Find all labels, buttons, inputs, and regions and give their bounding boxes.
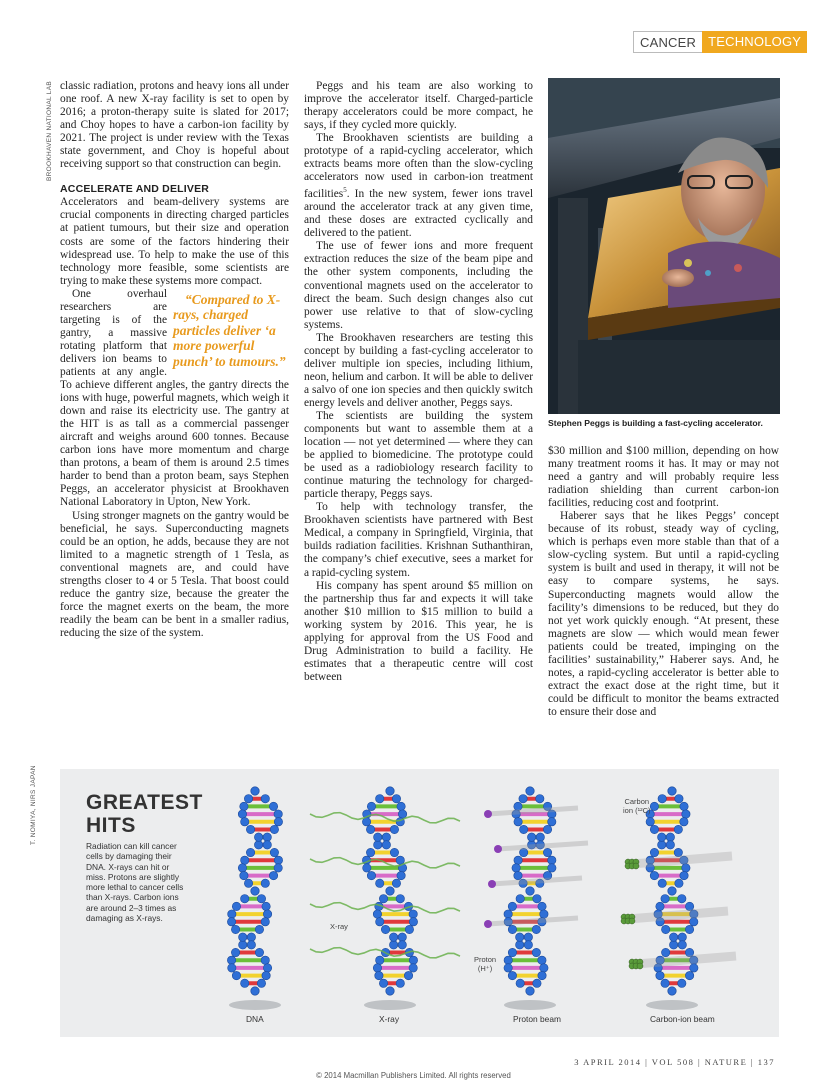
dna-backbone-bead <box>392 879 400 887</box>
column-1 <box>60 80 289 640</box>
dna-backbone-bead <box>261 879 269 887</box>
dna-backbone-bead <box>239 941 247 949</box>
dna-backbone-bead <box>251 987 259 995</box>
copyright-line: © 2014 Macmillan Publishers Limited. All rights reserved <box>316 1071 511 1080</box>
proton-label-line-2: (H⁺) <box>477 964 493 973</box>
dna-backbone-bead <box>524 941 532 949</box>
dna-backbone-bead <box>379 894 387 902</box>
dna-backbone-bead <box>666 841 674 849</box>
dna-backbone-bead <box>678 941 686 949</box>
dna-backbone-bead <box>514 856 522 864</box>
dna-backbone-bead <box>543 848 551 856</box>
panel-label-proton: Proton beam <box>513 1014 561 1024</box>
dna-backbone-bead <box>246 848 254 856</box>
dna-backbone-bead <box>274 818 282 826</box>
dna-backbone-bead <box>519 825 527 833</box>
dna-backbone-bead <box>239 933 247 941</box>
col2-para-2 <box>304 132 533 240</box>
dna-backbone-bead <box>376 956 384 964</box>
dna-backbone-bead <box>656 971 664 979</box>
peggs-photo <box>548 78 780 414</box>
dna-backbone-bead <box>269 871 277 879</box>
col1-para-3-text: One overhaul researchers are targeting is of the gantry, a massive rotating platform that delivers ion beams to patients at any angle. To achieve different angles, the gantry directs the ions with huge, powerful magnets, which weigh it down and raise its electricity use. The gantry at the HIT is as tall as a commercial passenger aircraft and weighs around 600 tonnes. Because carbon ions have more momentum and charge than protons, a beam of them is around 2.5 times harder to bend than a proton beam, says Stephen Peggs, an accelerator physicist at Brookhaven National Laboratory in Upton, New York. <box>60 287 289 509</box>
dna-backbone-bead <box>675 794 683 802</box>
dna-backbone-bead <box>538 971 546 979</box>
dna-backbone-bead <box>504 956 512 964</box>
dna-backbone-bead <box>526 887 534 895</box>
dna-backbone-bead <box>666 833 674 841</box>
dna-backbone-bead <box>532 925 540 933</box>
dna-backbone-bead <box>409 964 417 972</box>
helix-shadow <box>229 1000 281 1010</box>
dna-backbone-bead <box>386 887 394 895</box>
dna-backbone-bead <box>538 956 546 964</box>
dna-backbone-bead <box>390 825 398 833</box>
dna-backbone-bead <box>398 941 406 949</box>
dna-backbone-bead <box>262 902 270 910</box>
dna-backbone-bead <box>516 933 524 941</box>
dna-backbone-bead <box>382 841 390 849</box>
proton-trail <box>492 878 582 884</box>
col2-para-1: Peggs and his team are also working to improve the accelerator itself. Charged-particle therapy accelerators could be more compact, he says, if they cycled more quickly. <box>304 80 533 132</box>
dna-backbone-bead <box>255 948 263 956</box>
dna-backbone-bead <box>656 902 664 910</box>
dna-backbone-bead <box>526 987 534 995</box>
dna-backbone-bead <box>238 810 246 818</box>
col3-para-2: Haberer says that he likes Peggs’ concept because of its robust, steady way of cycling, which is perhaps even more stable than that of a slow-cycling system. But until a rapid-cycling system is built and used in therapy, it will not be easy to compare systems, he says. Superconducting magnets would allow the facility’s dimensions to be reduced, but they do not yet work quickly enough. “At present, these magnets are slow — which would mean fewer patients could be treated, impinging on the facilities’ sustainability,” Haberer says. And, he notes, a rapid-cycling accelerator is better able to extract the exact dose at the right time, but it could be difficult to monitor the beams extracted to ensure their dose and <box>548 510 779 718</box>
col3-para-1: $30 million and $100 million, depending on how many treatment rooms it has. It may or may not need a gantry and will probably require less radiation shielding than current carbon-ion facilities, reducing cost and footprint. <box>548 445 779 510</box>
carbon-trail <box>636 956 736 964</box>
dna-backbone-bead <box>516 979 524 987</box>
dna-backbone-bead <box>650 871 658 879</box>
dna-backbone-bead <box>396 894 404 902</box>
dna-illustration <box>60 769 779 1037</box>
dna-backbone-bead <box>262 971 270 979</box>
dna-backbone-bead <box>512 864 520 872</box>
dna-backbone-bead <box>397 802 405 810</box>
dna-backbone-bead <box>386 987 394 995</box>
dna-backbone-bead <box>543 825 551 833</box>
proton-trail <box>488 808 578 814</box>
dna-backbone-bead <box>231 925 239 933</box>
photo-illustration <box>548 78 780 414</box>
dna-backbone-bead <box>367 871 375 879</box>
reference-marker: 5 <box>343 186 347 195</box>
dna-backbone-bead <box>240 802 248 810</box>
dna-backbone-bead <box>404 971 412 979</box>
helix-shadow <box>646 1000 698 1010</box>
dna-backbone-bead <box>389 941 397 949</box>
dna-backbone-bead <box>398 810 406 818</box>
dna-backbone-bead <box>685 971 693 979</box>
dna-backbone-bead <box>381 925 389 933</box>
dna-backbone-bead <box>374 841 382 849</box>
figure-title-line-2: HITS <box>86 814 136 837</box>
dna-backbone-bead <box>514 871 522 879</box>
dna-backbone-bead <box>504 910 512 918</box>
dna-backbone-bead <box>254 833 262 841</box>
dna-backbone-bead <box>228 910 236 918</box>
proton-label <box>474 955 496 973</box>
dna-backbone-bead <box>678 894 686 902</box>
dna-backbone-bead <box>247 941 255 949</box>
dna-backbone-bead <box>246 825 254 833</box>
dna-backbone-bead <box>231 948 239 956</box>
dna-backbone-bead <box>396 979 404 987</box>
dna-backbone-bead <box>373 964 381 972</box>
section-label: CANCER <box>633 31 702 53</box>
dna-backbone-bead <box>227 918 235 926</box>
dna-backbone-bead <box>367 802 375 810</box>
dna-backbone-bead <box>669 933 677 941</box>
dna-backbone-bead <box>533 894 541 902</box>
dna-backbone-bead <box>405 925 413 933</box>
carbon-label-line-1: Carbon <box>624 797 650 806</box>
greatest-hits-figure <box>60 769 779 1037</box>
dna-backbone-bead <box>650 825 658 833</box>
col2-para-7: His company has spent around $5 million on the partnership thus far and expects it will take another $10 million to $15 million to build a working system by 2016. This year, he is applying for approval from the US Food and Drug Administration to build a facility. He estimates that a therapeutic centre will cost between <box>304 579 533 683</box>
xray-label: X-ray <box>330 922 348 931</box>
dna-backbone-bead <box>263 964 271 972</box>
dna-backbone-bead <box>682 864 690 872</box>
dna-backbone-bead <box>650 848 658 856</box>
dna-backbone-bead <box>366 848 374 856</box>
dna-backbone-bead <box>241 856 249 864</box>
panel-label-dna: DNA <box>246 1014 264 1024</box>
dna-backbone-bead <box>674 825 682 833</box>
dna-backbone-bead <box>257 894 265 902</box>
dna-backbone-bead <box>261 794 269 802</box>
dna-backbone-bead <box>516 941 524 949</box>
dna-backbone-bead <box>548 864 556 872</box>
col1-para-4: Using stronger magnets on the gantry would be beneficial, he says. Superconducting magnets could be an option, he adds, because they are not limited to a magnetic strength of 1 Tesla, as conventional magnets are, and could have strengths closer to 4 or 5 Tesla. That boost could reduce the gantry size, because the greater the force the magnet exerts on the beam, the more readily the beam can be bent in a smaller radius, reducing the size of the system. <box>60 509 289 639</box>
helix-shadow <box>504 1000 556 1010</box>
dna-backbone-bead <box>376 879 384 887</box>
dna-backbone-bead <box>661 894 669 902</box>
dna-backbone-bead <box>241 894 249 902</box>
dna-backbone-bead <box>661 948 669 956</box>
dna-backbone-bead <box>690 964 698 972</box>
dna-backbone-bead <box>658 794 666 802</box>
dna-backbone-bead <box>527 833 535 841</box>
dna-backbone-bead <box>680 802 688 810</box>
carbon-nucleon <box>633 863 639 869</box>
dna-backbone-bead <box>244 794 252 802</box>
dna-backbone-bead <box>650 802 658 810</box>
dna-backbone-bead <box>261 956 269 964</box>
dna-backbone-bead <box>548 818 556 826</box>
dna-backbone-bead <box>674 848 682 856</box>
dna-backbone-bead <box>548 856 556 864</box>
column-3 <box>548 445 779 719</box>
dna-backbone-bead <box>228 964 236 972</box>
proton-label-line-1: Proton <box>474 955 497 964</box>
figure-description: Radiation can kill cancer cells by damaging their DNA. X-rays can hit or miss. Protons are slightly more lethal to cancer cells than X-rays. Carbon ions are around 2–3 times as damaging as X-rays. <box>86 841 184 924</box>
dna-backbone-bead <box>526 787 534 795</box>
figure-title-line-1: GREATEST <box>86 791 203 814</box>
dna-backbone-bead <box>254 841 262 849</box>
dna-backbone-bead <box>524 933 532 941</box>
dna-backbone-bead <box>538 902 546 910</box>
dna-backbone-bead <box>504 964 512 972</box>
carbon-label-line-2: ion (¹²C) <box>623 806 651 815</box>
carbon-label <box>623 797 651 815</box>
col2-para-5: The scientists are building the system components but want to assemble them at a location — not yet determined — where they can be applied to biomedicine. The prototype could be used as a radiobiology research facility to continue maturing the technology for charged-particle therapy, Peggs says. <box>304 409 533 501</box>
issue-line: 3 APRIL 2014 | VOL 508 | NATURE | 137 <box>574 1057 775 1067</box>
dna-backbone-bead <box>398 933 406 941</box>
dna-backbone-bead <box>508 902 516 910</box>
col1-para-2: Accelerators and beam-delivery systems are crucial components in directing charged particles at patient tumours, but their size and operation costs are some of the factors hindering their widespread use. To help to make the use of this technology more feasible, some scientists are trying to make these systems more compact. <box>60 196 289 287</box>
dna-backbone-bead <box>409 918 417 926</box>
xray-wave <box>310 903 460 913</box>
proton-trail <box>488 918 578 924</box>
dna-backbone-bead <box>658 841 666 849</box>
dna-backbone-bead <box>386 787 394 795</box>
dna-backbone-bead <box>270 825 278 833</box>
dna-backbone-bead <box>409 910 417 918</box>
dna-backbone-bead <box>397 871 405 879</box>
dna-backbone-bead <box>533 979 541 987</box>
helix-shadow <box>364 1000 416 1010</box>
dna-backbone-bead <box>390 848 398 856</box>
photo-credit: BROOKHAVEN NATIONAL LAB <box>46 81 53 181</box>
dna-backbone-bead <box>227 956 235 964</box>
panel-label-xray: X-ray <box>379 1014 400 1024</box>
col1-para-3 <box>60 288 289 510</box>
dna-backbone-bead <box>409 956 417 964</box>
dna-backbone-bead <box>270 848 278 856</box>
dna-backbone-bead <box>661 979 669 987</box>
dna-backbone-bead <box>536 833 544 841</box>
col2-para-3: The use of fewer ions and more frequent extraction reduces the size of the beam pipe and the other system components, including the conventional magnets used on the accelerator to direct the beam. Such design changes also cut power use relative to that of slow-cycling systems. <box>304 240 533 331</box>
dna-backbone-bead <box>508 971 516 979</box>
dna-backbone-bead <box>392 794 400 802</box>
col2-para-2-text: The Brookhaven scientists are building a prototype of a rapid-cycling accelerator, which extracts beams more often than the slow-cycling accelerators now used in carbon-ion treatment facilities <box>304 132 533 201</box>
dna-backbone-bead <box>274 856 282 864</box>
carbon-nucleon <box>637 963 643 969</box>
dna-backbone-bead <box>658 833 666 841</box>
dna-backbone-bead <box>680 818 688 826</box>
dna-backbone-bead <box>251 887 259 895</box>
dna-backbone-bead <box>680 871 688 879</box>
dna-backbone-bead <box>678 979 686 987</box>
dna-backbone-bead <box>668 887 676 895</box>
figure-credit: T. NOMIYA, NIRS JAPAN <box>30 765 37 845</box>
dna-backbone-bead <box>363 864 371 872</box>
dna-backbone-bead <box>241 979 249 987</box>
dna-backbone-bead <box>374 833 382 841</box>
dna-backbone-bead <box>373 910 381 918</box>
dna-backbone-bead <box>251 787 259 795</box>
dna-backbone-bead <box>274 810 282 818</box>
dna-backbone-bead <box>240 871 248 879</box>
dna-backbone-bead <box>382 833 390 841</box>
carbon-trail <box>628 911 728 919</box>
dna-backbone-bead <box>685 925 693 933</box>
dna-backbone-bead <box>376 918 384 926</box>
dna-backbone-bead <box>516 894 524 902</box>
dna-backbone-bead <box>375 971 383 979</box>
dna-backbone-bead <box>668 787 676 795</box>
dna-backbone-bead <box>682 810 690 818</box>
dna-backbone-bead <box>238 864 246 872</box>
dna-backbone-bead <box>690 918 698 926</box>
dna-backbone-bead <box>532 948 540 956</box>
dna-backbone-bead <box>232 902 240 910</box>
dna-backbone-bead <box>661 925 669 933</box>
dna-backbone-bead <box>379 979 387 987</box>
dna-backbone-bead <box>269 802 277 810</box>
dna-backbone-bead <box>514 818 522 826</box>
col2-para-6: To help with technology transfer, the Brookhaven scientists have partnered with Best Medical, a company in Springfield, Virginia, that builds radiation facilities. Krishnan Suthanthiran, the company’s chief executive, sees a market for a rapid-cycling system. <box>304 501 533 579</box>
dna-backbone-bead <box>678 933 686 941</box>
dna-backbone-bead <box>241 818 249 826</box>
col2-para-2-tail: . In the new system, fewer ions travel around the accelerator track at any given time, and these doses are extracted cyclically and delivered to the patient. <box>304 188 533 240</box>
dna-backbone-bead <box>244 879 252 887</box>
dna-backbone-bead <box>646 818 654 826</box>
dna-backbone-bead <box>366 825 374 833</box>
dna-backbone-bead <box>675 879 683 887</box>
section-heading: ACCELERATE AND DELIVER <box>60 183 210 196</box>
dna-backbone-bead <box>540 910 548 918</box>
dna-backbone-bead <box>257 979 265 987</box>
dna-backbone-bead <box>263 841 271 849</box>
dna-backbone-bead <box>396 856 404 864</box>
proton-particle <box>488 880 496 888</box>
dna-backbone-bead <box>536 794 544 802</box>
carbon-nucleon <box>629 918 635 924</box>
photo-caption: Stephen Peggs is building a fast-cycling accelerator. <box>548 418 763 428</box>
proton-trail <box>498 843 588 849</box>
section-tag <box>633 31 807 53</box>
panel-label-carbon: Carbon-ion beam <box>650 1014 715 1024</box>
col2-para-4: The Brookhaven researchers are testing this concept by building a fast-cycling accelerator to deliver multiple ion species, including lithium, neon, helium and carbon. It will be able to deliver a salvo of one ion species and then quickly switch energy levels and deliver another, Peggs says. <box>304 331 533 409</box>
dna-backbone-bead <box>263 910 271 918</box>
dna-backbone-bead <box>669 941 677 949</box>
dna-backbone-bead <box>376 794 384 802</box>
dna-backbone-bead <box>263 833 271 841</box>
dna-backbone-bead <box>519 794 527 802</box>
pull-quote: “Compared to X-rays, charged particles deliver ‘a more powerful punch’ to tumours.” <box>173 291 286 369</box>
subsection-label: TECHNOLOGY <box>702 31 807 53</box>
dna-backbone-bead <box>274 864 282 872</box>
column-2 <box>304 80 533 684</box>
col1-para-1: classic radiation, protons and heavy ions all under one roof. A new X-ray facility is set to open by 2016; a proton-therapy suite is slated for 2017; and Choy hopes to have a carbon-ion facility by 2021. The project is under review with the Texas state government, and Choy is hopeful about receiving support so that construction can begin. <box>60 80 289 171</box>
dna-backbone-bead <box>668 987 676 995</box>
proton-particle <box>484 810 492 818</box>
dna-backbone-bead <box>508 925 516 933</box>
proton-particle <box>484 920 492 928</box>
dna-backbone-bead <box>540 964 548 972</box>
dna-backbone-bead <box>658 879 666 887</box>
dna-backbone-bead <box>232 971 240 979</box>
dna-backbone-bead <box>389 933 397 941</box>
dna-backbone-bead <box>247 933 255 941</box>
dna-backbone-bead <box>261 918 269 926</box>
dna-backbone-bead <box>508 948 516 956</box>
proton-particle <box>494 845 502 853</box>
dna-backbone-bead <box>255 925 263 933</box>
